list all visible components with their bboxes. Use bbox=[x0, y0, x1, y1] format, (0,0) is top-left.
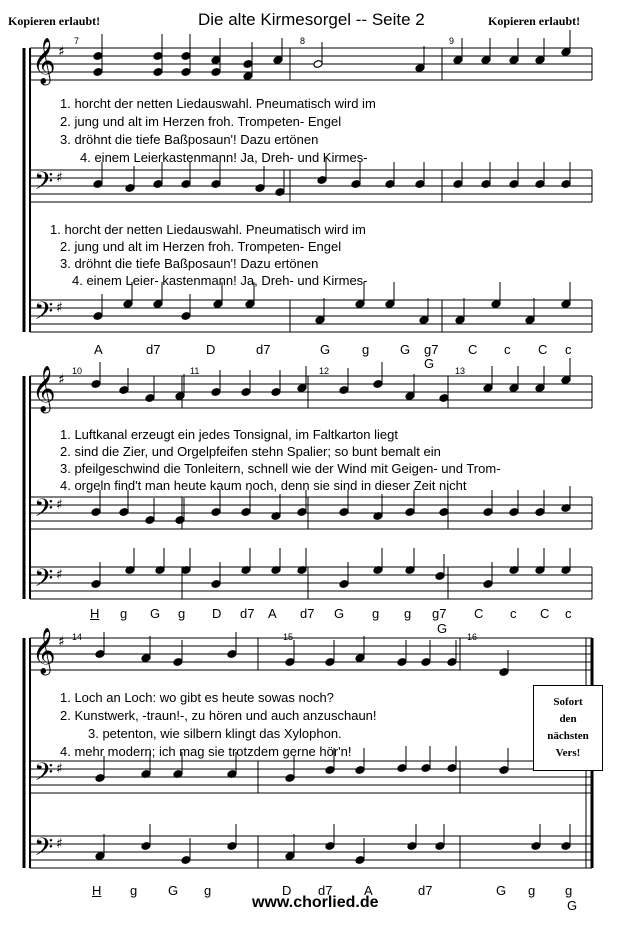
chord-symbol: g bbox=[565, 883, 573, 898]
bass-clef-icon: 𝄢 bbox=[34, 297, 54, 332]
key-sharp-icon: ♯ bbox=[58, 372, 65, 388]
bar-number: 8 bbox=[300, 36, 306, 46]
bar-number: 10 bbox=[72, 366, 83, 376]
lyric-line: 3. dröhnt die tiefe Baßposaun'! Dazu ertönen bbox=[60, 132, 319, 147]
chord-symbol: d7 bbox=[240, 606, 255, 621]
bar-number: 15 bbox=[283, 632, 294, 642]
chord-symbol: d7 bbox=[318, 883, 333, 898]
bass-clef-icon: 𝄢 bbox=[34, 833, 54, 868]
chord-symbol: D bbox=[206, 342, 216, 357]
chord-symbol: G bbox=[168, 883, 179, 898]
lyric-line: 3. petenton, wie silbern klingt das Xylophon. bbox=[88, 726, 342, 741]
key-sharp-icon: ♯ bbox=[56, 497, 63, 513]
key-sharp-icon: ♯ bbox=[56, 567, 63, 583]
chord-symbol: c bbox=[565, 606, 572, 621]
treble-clef-icon: 𝄞 bbox=[32, 628, 56, 674]
copy-note-left: Kopieren erlaubt! bbox=[8, 14, 101, 28]
chord-symbol: g bbox=[120, 606, 128, 621]
chord-symbol: c bbox=[565, 342, 572, 357]
chord-symbol: A bbox=[364, 883, 373, 898]
sofort-line: den bbox=[559, 713, 577, 725]
chord-symbol: g7 bbox=[424, 342, 439, 357]
chord-symbol: C bbox=[538, 342, 548, 357]
chord-symbol: G bbox=[400, 342, 411, 357]
chord-symbol: g bbox=[404, 606, 412, 621]
lyric-line: 4. orgeln find't man heute kaum noch, denn sie sind in dieser Zeit nicht bbox=[60, 478, 467, 493]
chord-extra: G bbox=[424, 356, 435, 371]
chord-symbol: C bbox=[468, 342, 478, 357]
sofort-line: nächsten bbox=[547, 730, 589, 742]
chord-extra: G bbox=[437, 621, 448, 636]
chord-symbol: A bbox=[268, 606, 277, 621]
sofort-box bbox=[533, 685, 603, 771]
sofort-line: Sofort bbox=[553, 696, 583, 708]
chord-symbol: g bbox=[204, 883, 212, 898]
key-sharp-icon: ♯ bbox=[56, 761, 63, 777]
chord-symbol: G bbox=[496, 883, 507, 898]
page-title: Die alte Kirmesorgel -- Seite 2 bbox=[198, 10, 425, 29]
bar-number: 7 bbox=[74, 36, 80, 46]
chord-extra: G bbox=[567, 898, 578, 913]
chord-symbol: c bbox=[510, 606, 517, 621]
treble-clef-icon: 𝄞 bbox=[32, 38, 56, 84]
lyric-line: 2. sind die Zier, und Orgelpfeifen stehn Spalier; so bunt bemalt ein bbox=[60, 444, 441, 459]
lyric-line: 4. mehr modern; ich mag sie trotzdem gerne hör'n! bbox=[60, 744, 352, 759]
bar-number: 12 bbox=[319, 366, 330, 376]
lyric-line: 2. jung und alt im Herzen froh. Trompeten- Engel bbox=[60, 239, 342, 254]
sofort-line: Vers! bbox=[555, 747, 581, 759]
key-sharp-icon: ♯ bbox=[56, 836, 63, 852]
lyric-line: 4. einem Leier- kastenmann! Ja, Dreh- und Kirmes- bbox=[72, 273, 368, 288]
bass-clef-icon: 𝄢 bbox=[34, 167, 54, 202]
bass-clef-icon: 𝄢 bbox=[34, 758, 54, 793]
chord-symbol: d7 bbox=[300, 606, 315, 621]
chord-symbol: d7 bbox=[256, 342, 271, 357]
chord-symbol: g bbox=[130, 883, 138, 898]
chord-symbol: H bbox=[90, 606, 100, 621]
lyric-line: 3. dröhnt die tiefe Baßposaun'! Dazu ertönen bbox=[60, 256, 319, 271]
bass-clef-icon: 𝄢 bbox=[34, 494, 54, 529]
copy-note-right: Kopieren erlaubt! bbox=[488, 14, 581, 28]
chord-symbol: g bbox=[178, 606, 186, 621]
bar-number: 14 bbox=[72, 632, 83, 642]
lyric-line: 4. einem Leierkastenmann! Ja, Dreh- und Kirmes- bbox=[80, 150, 368, 165]
lyric-line: 1. horcht der netten Liedauswahl. Pneumatisch wird im bbox=[50, 222, 366, 237]
chord-symbol: D bbox=[282, 883, 292, 898]
lyric-line: 2. jung und alt im Herzen froh. Trompeten- Engel bbox=[60, 114, 342, 129]
key-sharp-icon: ♯ bbox=[58, 634, 65, 650]
bar-number: 11 bbox=[190, 366, 200, 376]
lyric-line: 2. Kunstwerk, -traun!-, zu hören und auch anzuschaun! bbox=[60, 708, 377, 723]
chord-symbol: g bbox=[372, 606, 380, 621]
chord-symbol: d7 bbox=[146, 342, 161, 357]
key-sharp-icon: ♯ bbox=[58, 44, 65, 60]
footer-url[interactable]: www.chorlied.de bbox=[252, 894, 379, 911]
chord-symbol: G bbox=[334, 606, 345, 621]
chord-symbol: A bbox=[94, 342, 103, 357]
chord-symbol: H bbox=[92, 883, 102, 898]
lyric-line: 1. Luftkanal erzeugt ein jedes Tonsignal, im Faltkarton liegt bbox=[60, 427, 398, 442]
key-sharp-icon: ♯ bbox=[56, 300, 63, 316]
bar-number: 16 bbox=[467, 632, 478, 642]
chord-symbol: D bbox=[212, 606, 222, 621]
lyric-line: 1. Loch an Loch: wo gibt es heute sowas noch? bbox=[60, 690, 334, 705]
lyric-line: 1. horcht der netten Liedauswahl. Pneumatisch wird im bbox=[60, 96, 376, 111]
chord-symbol: C bbox=[474, 606, 484, 621]
chord-symbol: c bbox=[504, 342, 511, 357]
lyric-line: 3. pfeilgeschwind die Tonleitern, schnell wie der Wind mit Geigen- und Trom- bbox=[60, 461, 501, 476]
chord-symbol: d7 bbox=[418, 883, 433, 898]
bar-number: 9 bbox=[449, 36, 455, 46]
key-sharp-icon: ♯ bbox=[56, 170, 63, 186]
chord-symbol: G bbox=[150, 606, 161, 621]
chord-symbol: g7 bbox=[432, 606, 447, 621]
chord-symbol: G bbox=[320, 342, 331, 357]
treble-clef-icon: 𝄞 bbox=[32, 366, 56, 412]
bass-clef-icon: 𝄢 bbox=[34, 564, 54, 599]
chord-symbol: C bbox=[540, 606, 550, 621]
chord-symbol: g bbox=[528, 883, 536, 898]
bar-number: 13 bbox=[455, 366, 466, 376]
chord-symbol: g bbox=[362, 342, 370, 357]
